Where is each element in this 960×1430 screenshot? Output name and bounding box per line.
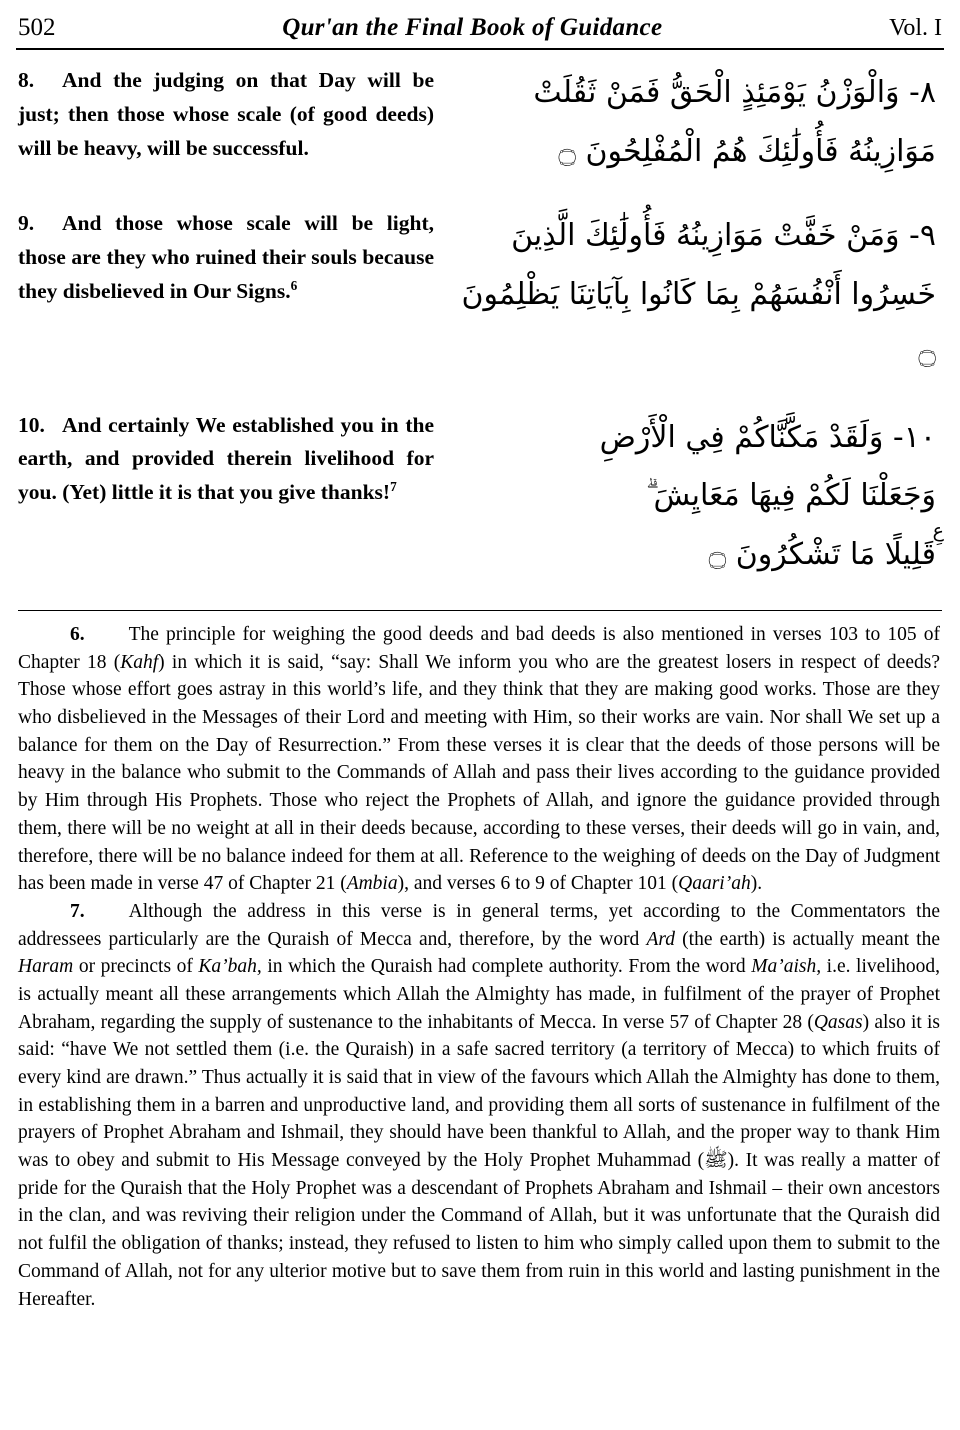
verse-arabic — [444, 409, 946, 585]
verse-english — [14, 409, 444, 511]
footnote-text: The principle for weighing the good deeds and bad deeds is also mentioned in verses 103 to 105 of Chapter 18 (Kahf) in which it is said, “say: Shall We inform you who are the greatest losers in respect of deeds? Those whose effort goes astray in this world’s life, and they think that they are making good works. Those are they who disbelieved in the Messages of their Lord and meeting with Him, so their works are vain. Nor shall We set up a balance for them on the Day of Resurrection.” From these verses it is clear that the deeds of those persons will be heavy in the balance who submit to the Commands of Allah and pass their lives according to the guidance provided by Him through His Prophets. Those who reject the Prophets of Allah, and ignore the guidance provided through them, there will be no weight at all in their deeds because, according to these verses, their deeds will go in vain, and, therefore, there will be no balance indeed for them at all. Reference to the weighing of deeds on the Day of Judgment has been made in verse 47 of Chapter 21 (Ambia), and verses 6 to 9 of Chapter 101 (Qaari’ah). — [18, 624, 940, 895]
verses-section — [14, 64, 946, 584]
footnote-marker: 7 — [390, 479, 397, 495]
verse-arabic — [444, 64, 946, 181]
verse-row — [14, 207, 946, 383]
book-title: Qur'an the Final Book of Guidance — [282, 14, 663, 41]
verse-number: 8. — [18, 68, 35, 92]
verse-text: And certainly We established you in the earth, and provided therein livelihood for you. (Yet) little it is that you give thanks! — [18, 412, 434, 505]
footnote — [18, 621, 940, 898]
footnote-number: 7. — [70, 900, 85, 922]
verse-number: 9. — [18, 211, 35, 235]
verse-row — [14, 64, 946, 181]
volume-label: Vol. I — [889, 15, 942, 41]
footnotes-divider — [18, 610, 942, 611]
arabic-line: ٩- وَمَنْ خَفَّتْ مَوَازِينُهُ فَأُولَٰئِكَ الَّذِينَ — [511, 218, 936, 253]
arabic-line: ١٠- وَلَقَدْ مَكَّنَّاكُمْ فِي الْأَرْضِ — [599, 419, 936, 455]
verse-english — [14, 64, 444, 166]
section-marker-icon: عِ — [932, 520, 944, 542]
footnote-marker: 6 — [290, 277, 298, 293]
arabic-line: مَوَازِينُهُ فَأُولَٰئِكَ هُمُ الْمُفْلِحُونَ ۝ — [558, 133, 936, 169]
footnotes-section — [14, 621, 946, 1313]
footnote — [18, 898, 940, 1313]
page-header — [14, 10, 946, 42]
verse-english — [14, 207, 444, 309]
arabic-line: قَلِيلًا مَا تَشْكُرُونَ ۝ — [708, 536, 936, 572]
footnote-text: Although the address in this verse is in general terms, yet according to the Commentators the addressees particularly are the Quraish of Mecca and, therefore, by the word Ard (the earth) is actually meant the Haram or precincts of Ka’bah, in which the Quraish had complete authority. From the word Ma’aish, i.e. livelihood, is actually meant all these arrangements which Allah the Almighty has made, in fulfilment of the prayer of Prophet Abraham, regarding the supply of sustenance to the inhabitants of Mecca. In verse 57 of Chapter 28 (Qasas) also it is said: “have We not settled them (i.e. the Quraish) in a safe sacred territory (a territory of Mecca) to which fruits of every kind are drawn.” Thus actually it is said that in view of the favours which Allah the Almighty has done to them, in establishing them in a barren and unproductive land, and providing them all sorts of sustenance in fulfilment of the prayers of Prophet Abraham and Ishmail, they should have been thankful to Allah, and the proper way to thank Him was to obey and submit to His Message conveyed by the Holy Prophet Muhammad (ﷺ). It was really a matter of pride for the Quraish that the Holy Prophet was a descendant of Prophets Abraham and Ishmail – their own ancestors in the clan, and was reviving their religion under the Command of Allah, but it was unfortunate that the Quraish did not fulfil the obligation of thanks; instead, they refused to listen to him who simply called upon them to submit to the Command of Allah, not for any ulterior motive but to save them from ruin in this world and lasting punishment in the Hereafter. — [18, 900, 941, 1310]
arabic-line: خَسِرُوا أَنْفُسَهُمْ بِمَا كَانُوا بِآيَاتِنَا يَظْلِمُونَ ۝ — [461, 276, 936, 370]
verse-number: 10. — [18, 412, 45, 437]
arabic-line: وَجَعَلْنَا لَكُمْ فِيهَا مَعَايِشَ ۗ — [645, 478, 936, 513]
verse-arabic — [444, 207, 946, 383]
arabic-line: ٨- وَالْوَزْنُ يَوْمَئِذٍ الْحَقُّ فَمَنْ ثَقُلَتْ — [533, 75, 936, 110]
verse-text: And those whose scale will be light, those are they who ruined their souls because they disbelieved in Our Signs. — [18, 211, 434, 304]
header-divider — [16, 48, 944, 50]
verse-text: And the judging on that Day will be just; then those whose scale (of good deeds) will be heavy, will be successful. — [18, 68, 434, 160]
verse-row — [14, 409, 946, 585]
page-number: 502 — [18, 14, 56, 41]
footnote-number: 6. — [70, 624, 85, 645]
